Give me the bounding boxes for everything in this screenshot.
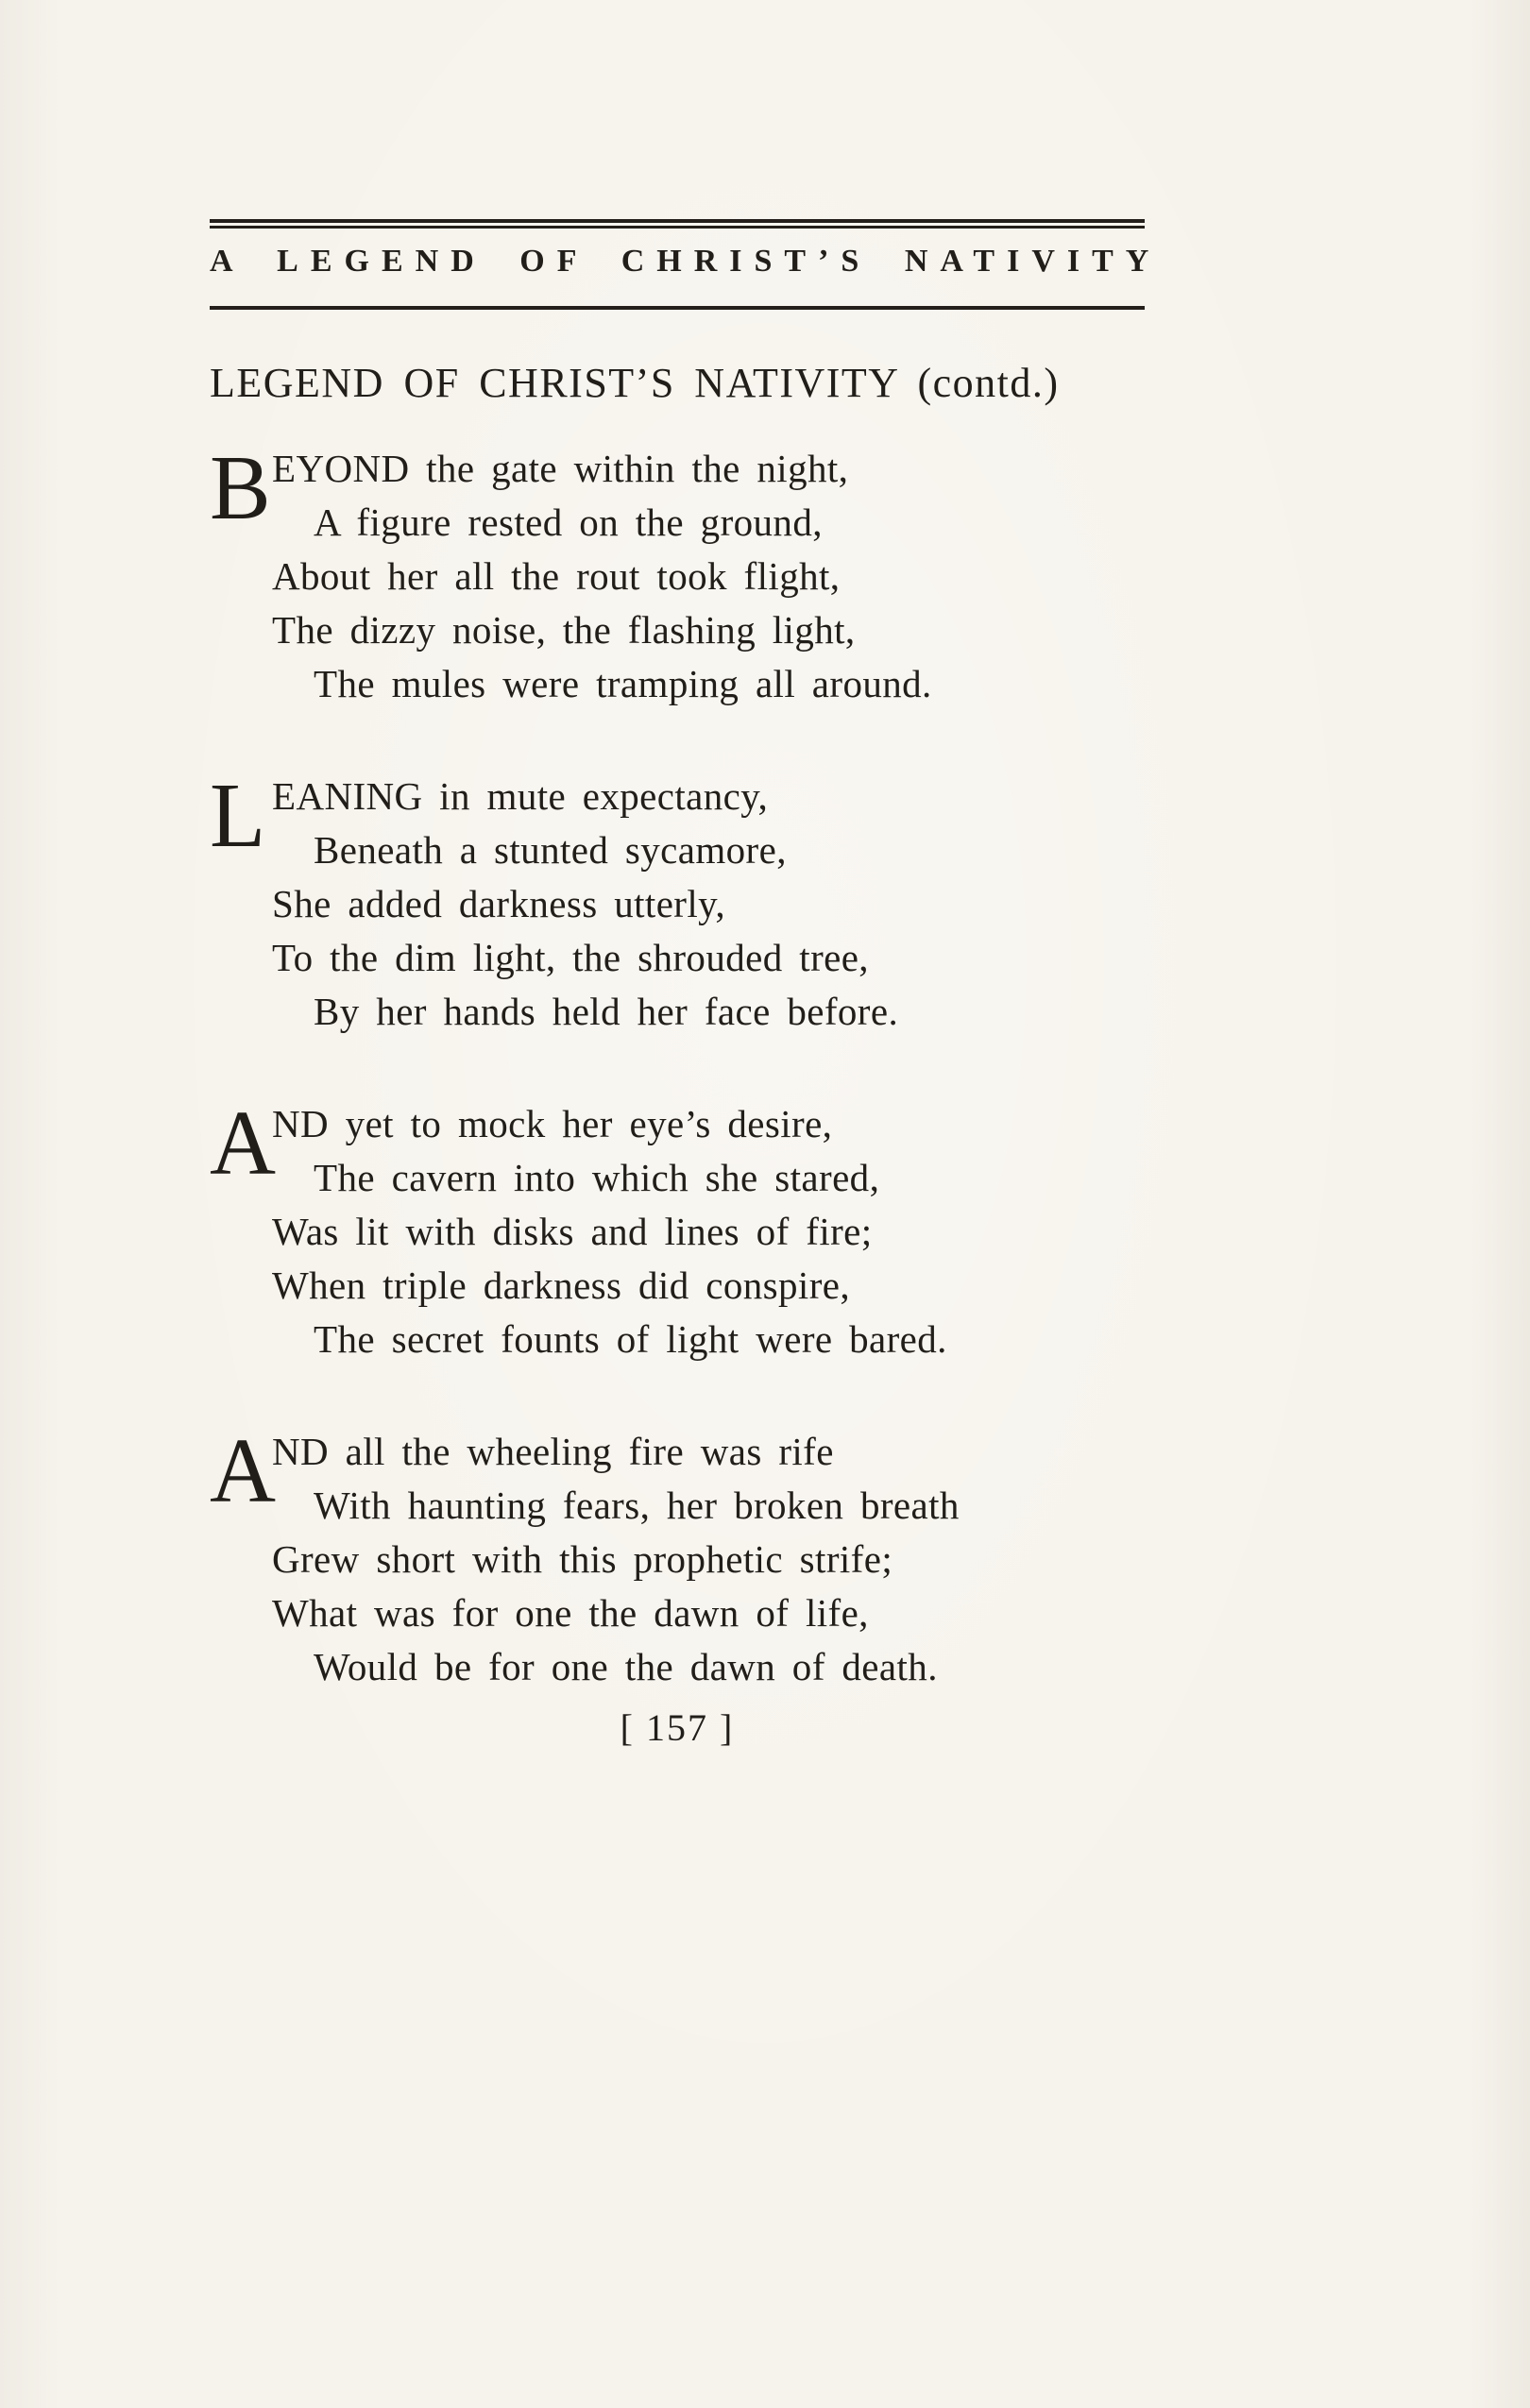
poem-line: About her all the rout took flight, [272,554,841,598]
poem-line: Would be for one the dawn of death. [314,1645,938,1688]
header-single-rule [210,306,1145,310]
poem-title: LEGEND OF CHRIST’S NATIVITY (contd.) [210,360,1060,406]
page-number: [ 157 ] [620,1706,735,1749]
poem-line: The cavern into which she stared, [314,1156,880,1199]
stanza-3 [210,1093,1207,1366]
poem-line: Beneath a stunted sycamore, [314,828,787,872]
poem-line: With haunting fears, her broken breath [314,1484,960,1527]
stanza-1 [210,437,1207,711]
poem-line: EANING in mute expectancy, [272,774,769,818]
poem-line: To the dim light, the shrouded tree, [272,936,869,979]
poem-line: What was for one the dawn of life, [272,1591,869,1635]
running-header: A LEGEND OF CHRIST’S NATIVITY [210,244,1162,279]
poem-line: When triple darkness did conspire, [272,1263,851,1307]
poem-line: Was lit with disks and lines of fire; [272,1210,873,1253]
dropcap-initial: A [210,1093,277,1194]
poem-line: She added darkness utterly, [272,882,726,925]
poem-line: ND yet to mock her eye’s desire, [272,1102,833,1145]
dropcap-initial: A [210,1420,277,1521]
poem-line: The dizzy noise, the flashing light, [272,608,856,652]
dropcap-initial: L [210,765,266,866]
stanza-2 [210,765,1207,1039]
poem-line: The secret founts of light were bared. [314,1317,947,1361]
poem-line: By her hands held her face before. [314,990,899,1033]
poem-line: The mules were tramping all around. [314,662,932,705]
header-double-rule [210,219,1145,229]
poem-line: ND all the wheeling fire was rife [272,1430,834,1473]
poem-line: Grew short with this prophetic strife; [272,1537,893,1581]
poem-line: A figure rested on the ground, [314,500,823,544]
poem-line: EYOND the gate within the night, [272,447,849,490]
stanza-4 [210,1420,1207,1694]
dropcap-initial: B [210,437,272,538]
